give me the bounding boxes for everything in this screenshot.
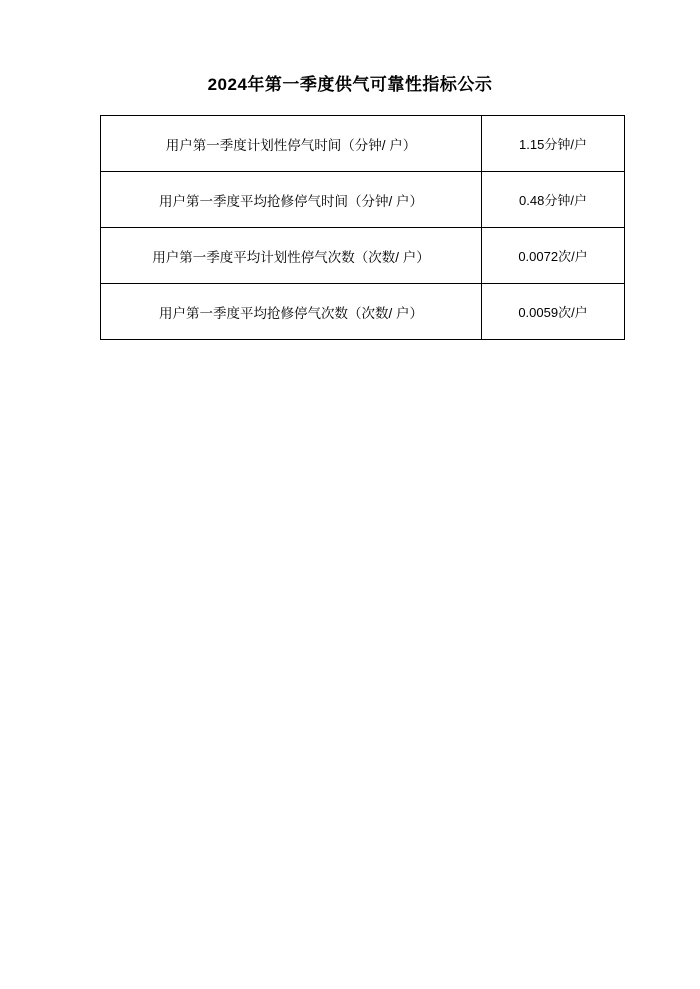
metric-label: 用户第一季度平均计划性停气次数（次数/ 户） xyxy=(101,228,482,284)
table-row xyxy=(101,116,625,172)
metric-label: 用户第一季度计划性停气时间（分钟/ 户） xyxy=(101,116,482,172)
table-body xyxy=(101,116,625,340)
metric-value: 1.15分钟/户 xyxy=(482,116,625,172)
metric-value: 0.48分钟/户 xyxy=(482,172,625,228)
reliability-metrics-table xyxy=(100,115,625,340)
metric-value: 0.0059次/户 xyxy=(482,284,625,340)
metric-label: 用户第一季度平均抢修停气次数（次数/ 户） xyxy=(101,284,482,340)
metric-value: 0.0072次/户 xyxy=(482,228,625,284)
metric-label: 用户第一季度平均抢修停气时间（分钟/ 户） xyxy=(101,172,482,228)
page-title: 2024年第一季度供气可靠性指标公示 xyxy=(207,75,493,94)
table-row xyxy=(101,172,625,228)
table-row xyxy=(101,284,625,340)
table-row xyxy=(101,228,625,284)
